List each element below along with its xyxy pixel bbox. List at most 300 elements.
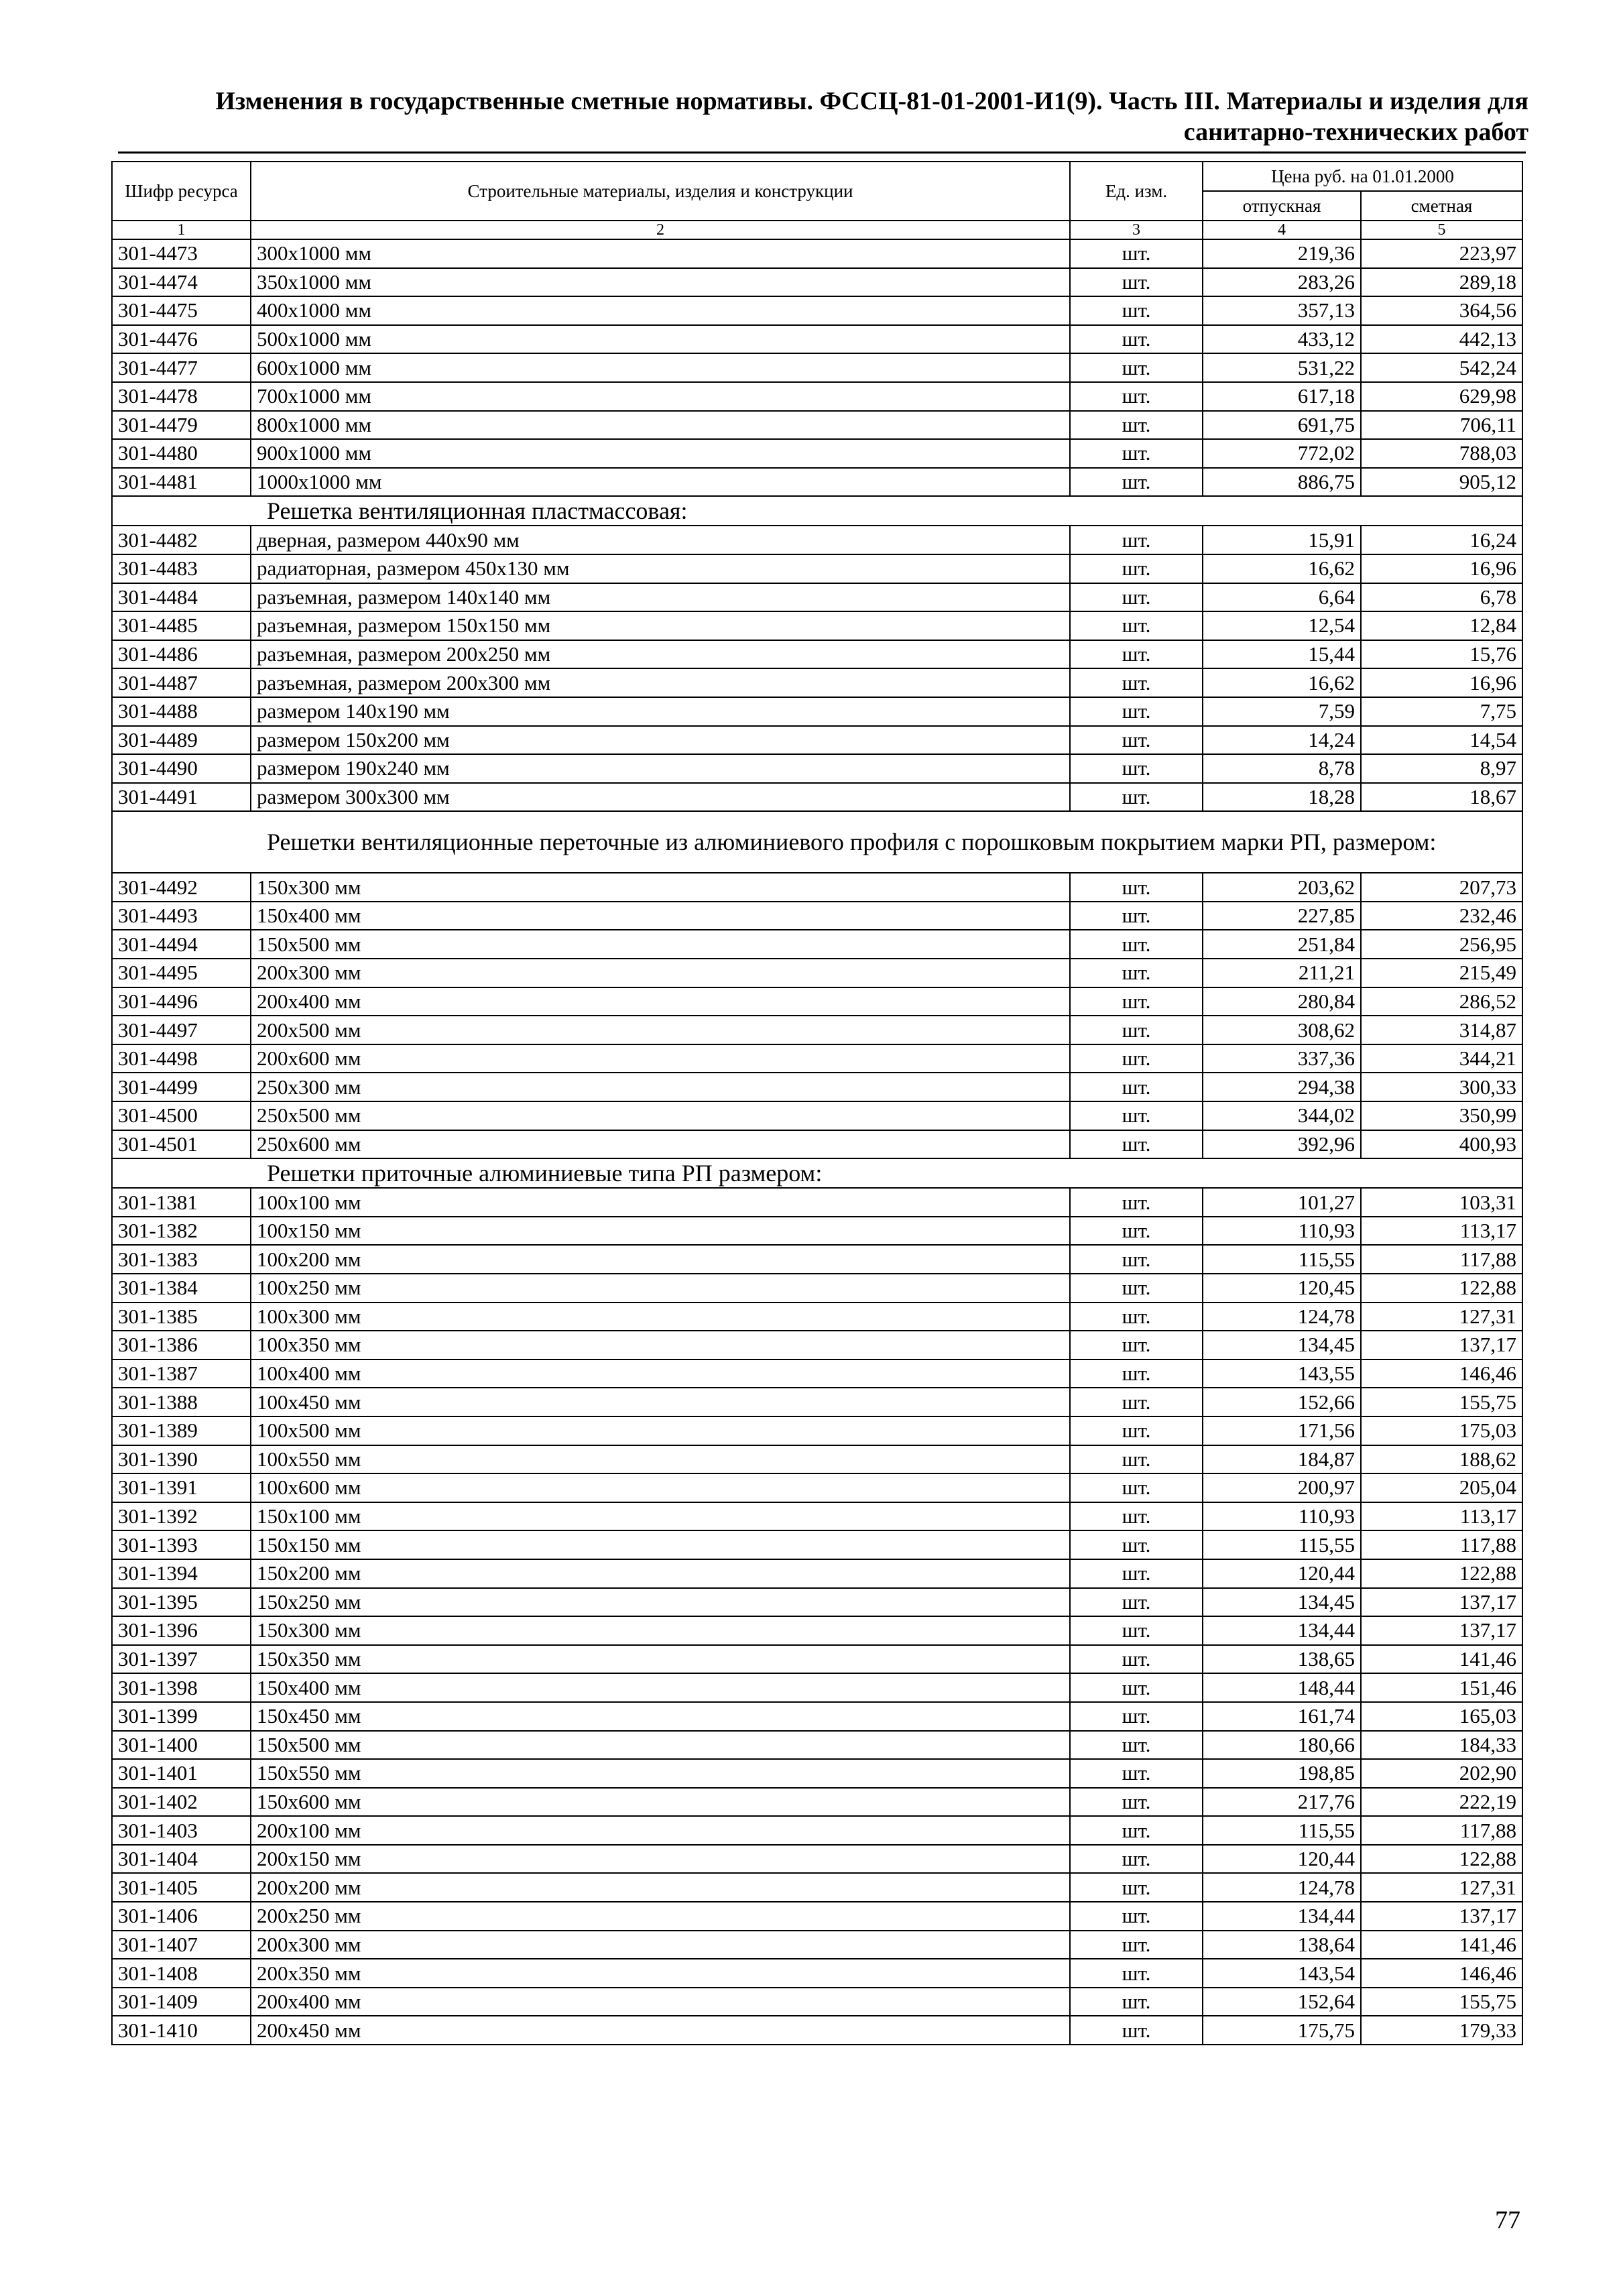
table-row (112, 1217, 1522, 1246)
release-price: 134,45 (1203, 1331, 1361, 1360)
release-price: 171,56 (1203, 1416, 1361, 1445)
item-name: радиаторная, размером 450x130 мм (251, 554, 1070, 583)
item-name: 250x500 мм (251, 1101, 1070, 1130)
table-row (112, 611, 1522, 640)
item-name: 200x350 мм (251, 1959, 1070, 1988)
resource-code: 301-1393 (112, 1530, 251, 1559)
table-row (112, 1445, 1522, 1474)
item-name: 600x1000 мм (251, 353, 1070, 382)
table-row (112, 1530, 1522, 1559)
item-unit: шт. (1070, 1816, 1203, 1845)
item-unit: шт. (1070, 1331, 1203, 1360)
estimate-price: 14,54 (1361, 726, 1522, 755)
estimate-price: 141,46 (1361, 1645, 1522, 1674)
item-name: 150x400 мм (251, 1673, 1070, 1702)
table-row (112, 1303, 1522, 1331)
item-unit: шт. (1070, 611, 1203, 640)
col-header-unit: Ед. изм. (1070, 162, 1203, 221)
release-price: 120,44 (1203, 1559, 1361, 1588)
release-price: 110,93 (1203, 1217, 1361, 1246)
item-unit: шт. (1070, 1902, 1203, 1931)
resource-code: 301-4475 (112, 296, 251, 325)
resource-code: 301-1394 (112, 1559, 251, 1588)
table-row (112, 1416, 1522, 1445)
table-row (112, 1931, 1522, 1959)
estimate-price: 146,46 (1361, 1959, 1522, 1988)
table-row (112, 1388, 1522, 1416)
item-unit: шт. (1070, 640, 1203, 669)
release-price: 152,66 (1203, 1388, 1361, 1416)
table-row (112, 411, 1522, 440)
item-unit: шт. (1070, 1360, 1203, 1388)
item-unit: шт. (1070, 468, 1203, 497)
table-row (112, 268, 1522, 297)
table-row (112, 754, 1522, 783)
resource-code: 301-1381 (112, 1188, 251, 1217)
table-row (112, 1331, 1522, 1360)
release-price: 217,76 (1203, 1788, 1361, 1817)
resource-code: 301-4478 (112, 382, 251, 411)
item-unit: шт. (1070, 902, 1203, 930)
estimate-price: 12,84 (1361, 611, 1522, 640)
release-price: 14,24 (1203, 726, 1361, 755)
table-row (112, 526, 1522, 554)
item-unit: шт. (1070, 353, 1203, 382)
item-unit: шт. (1070, 1988, 1203, 2016)
release-price: 138,65 (1203, 1645, 1361, 1674)
resource-code: 301-4480 (112, 439, 251, 468)
item-name: 100x250 мм (251, 1274, 1070, 1303)
release-price: 531,22 (1203, 353, 1361, 382)
resource-code: 301-1399 (112, 1702, 251, 1731)
table-row (112, 1044, 1522, 1073)
release-price: 148,44 (1203, 1673, 1361, 1702)
page-number: 77 (1495, 2206, 1520, 2234)
release-price: 152,64 (1203, 1988, 1361, 2016)
item-name: 200x400 мм (251, 987, 1070, 1016)
release-price: 143,55 (1203, 1360, 1361, 1388)
table-row (112, 1816, 1522, 1845)
item-name: размером 300x300 мм (251, 783, 1070, 812)
release-price: 8,78 (1203, 754, 1361, 783)
item-name: 150x300 мм (251, 1616, 1070, 1645)
release-price: 433,12 (1203, 325, 1361, 354)
table-row (112, 1101, 1522, 1130)
price-table (111, 161, 1523, 2045)
group-heading: Решетки приточные алюминиевые типа РП размером: (112, 1158, 1522, 1188)
estimate-price: 344,21 (1361, 1044, 1522, 1073)
resource-code: 301-4501 (112, 1130, 251, 1159)
table-row (112, 668, 1522, 697)
table-row (112, 640, 1522, 669)
item-unit: шт. (1070, 873, 1203, 902)
item-unit: шт. (1070, 1217, 1203, 1246)
header-line-2: санитарно-технических работ (1183, 118, 1528, 146)
table-row (112, 1845, 1522, 1874)
resource-code: 301-4487 (112, 668, 251, 697)
item-unit: шт. (1070, 1673, 1203, 1702)
resource-code: 301-1383 (112, 1245, 251, 1274)
item-unit: шт. (1070, 1931, 1203, 1959)
estimate-price: 16,96 (1361, 554, 1522, 583)
release-price: 294,38 (1203, 1073, 1361, 1101)
release-price: 7,59 (1203, 697, 1361, 726)
col-header-price: Цена руб. на 01.01.2000 (1203, 162, 1522, 191)
release-price: 280,84 (1203, 987, 1361, 1016)
resource-code: 301-1391 (112, 1473, 251, 1502)
table-row (112, 1731, 1522, 1760)
table-row (112, 382, 1522, 411)
item-unit: шт. (1070, 1245, 1203, 1274)
release-price: 134,44 (1203, 1616, 1361, 1645)
estimate-price: 400,93 (1361, 1130, 1522, 1159)
item-unit: шт. (1070, 268, 1203, 297)
item-name: 150x250 мм (251, 1588, 1070, 1617)
release-price: 12,54 (1203, 611, 1361, 640)
release-price: 200,97 (1203, 1473, 1361, 1502)
resource-code: 301-4494 (112, 930, 251, 959)
resource-code: 301-1410 (112, 2016, 251, 2045)
estimate-price: 706,11 (1361, 411, 1522, 440)
estimate-price: 364,56 (1361, 296, 1522, 325)
release-price: 691,75 (1203, 411, 1361, 440)
estimate-price: 15,76 (1361, 640, 1522, 669)
estimate-price: 137,17 (1361, 1331, 1522, 1360)
release-price: 219,36 (1203, 239, 1361, 268)
table-row (112, 1788, 1522, 1817)
item-name: дверная, размером 440x90 мм (251, 526, 1070, 554)
item-unit: шт. (1070, 783, 1203, 812)
item-name: 200x400 мм (251, 1988, 1070, 2016)
estimate-price: 122,88 (1361, 1845, 1522, 1874)
resource-code: 301-1388 (112, 1388, 251, 1416)
item-unit: шт. (1070, 1445, 1203, 1474)
resource-code: 301-4498 (112, 1044, 251, 1073)
col-number: 5 (1361, 221, 1522, 239)
resource-code: 301-1409 (112, 1988, 251, 2016)
release-price: 357,13 (1203, 296, 1361, 325)
item-unit: шт. (1070, 1473, 1203, 1502)
col-header-name: Строительные материалы, изделия и конструкции (251, 162, 1070, 221)
resource-code: 301-1389 (112, 1416, 251, 1445)
table-row (112, 959, 1522, 987)
release-price: 283,26 (1203, 268, 1361, 297)
item-name: разъемная, размером 200x250 мм (251, 640, 1070, 669)
item-name: размером 140x190 мм (251, 697, 1070, 726)
resource-code: 301-1398 (112, 1673, 251, 1702)
release-price: 886,75 (1203, 468, 1361, 497)
estimate-price: 300,33 (1361, 1073, 1522, 1101)
col-header-estimate-price: сметная (1361, 191, 1522, 221)
release-price: 251,84 (1203, 930, 1361, 959)
estimate-price: 103,31 (1361, 1188, 1522, 1217)
item-name: 100x450 мм (251, 1388, 1070, 1416)
release-price: 184,87 (1203, 1445, 1361, 1474)
item-name: размером 150x200 мм (251, 726, 1070, 755)
table-row (112, 1274, 1522, 1303)
item-name: 150x100 мм (251, 1502, 1070, 1531)
table-row (112, 1959, 1522, 1988)
item-unit: шт. (1070, 382, 1203, 411)
resource-code: 301-4488 (112, 697, 251, 726)
table-row (112, 1988, 1522, 2016)
item-name: 150x400 мм (251, 902, 1070, 930)
estimate-price: 122,88 (1361, 1274, 1522, 1303)
item-name: 300x1000 мм (251, 239, 1070, 268)
item-unit: шт. (1070, 411, 1203, 440)
item-unit: шт. (1070, 1502, 1203, 1531)
item-unit: шт. (1070, 554, 1203, 583)
item-unit: шт. (1070, 697, 1203, 726)
resource-code: 301-4483 (112, 554, 251, 583)
estimate-price: 232,46 (1361, 902, 1522, 930)
table-row (112, 2016, 1522, 2045)
table-row (112, 1673, 1522, 1702)
item-unit: шт. (1070, 959, 1203, 987)
table-row (112, 353, 1522, 382)
table-row (112, 439, 1522, 468)
release-price: 6,64 (1203, 583, 1361, 612)
item-name: 200x600 мм (251, 1044, 1070, 1073)
release-price: 15,91 (1203, 526, 1361, 554)
item-name: 250x300 мм (251, 1073, 1070, 1101)
item-unit: шт. (1070, 1073, 1203, 1101)
estimate-price: 117,88 (1361, 1816, 1522, 1845)
release-price: 175,75 (1203, 2016, 1361, 2045)
item-name: разъемная, размером 140x140 мм (251, 583, 1070, 612)
resource-code: 301-4476 (112, 325, 251, 354)
estimate-price: 788,03 (1361, 439, 1522, 468)
estimate-price: 16,96 (1361, 668, 1522, 697)
item-unit: шт. (1070, 1101, 1203, 1130)
resource-code: 301-1401 (112, 1759, 251, 1788)
estimate-price: 442,13 (1361, 325, 1522, 354)
item-unit: шт. (1070, 439, 1203, 468)
estimate-price: 146,46 (1361, 1360, 1522, 1388)
estimate-price: 137,17 (1361, 1902, 1522, 1931)
item-unit: шт. (1070, 1873, 1203, 1902)
item-name: 150x500 мм (251, 1731, 1070, 1760)
resource-code: 301-4473 (112, 239, 251, 268)
estimate-price: 289,18 (1361, 268, 1522, 297)
resource-code: 301-4479 (112, 411, 251, 440)
col-number: 3 (1070, 221, 1203, 239)
estimate-price: 16,24 (1361, 526, 1522, 554)
item-name: 150x450 мм (251, 1702, 1070, 1731)
item-unit: шт. (1070, 526, 1203, 554)
item-name: 100x100 мм (251, 1188, 1070, 1217)
resource-code: 301-4492 (112, 873, 251, 902)
item-name: 800x1000 мм (251, 411, 1070, 440)
item-name: 150x550 мм (251, 1759, 1070, 1788)
resource-code: 301-1395 (112, 1588, 251, 1617)
resource-code: 301-4500 (112, 1101, 251, 1130)
table-row (112, 1559, 1522, 1588)
item-name: 100x550 мм (251, 1445, 1070, 1474)
table-row (112, 987, 1522, 1016)
item-unit: шт. (1070, 1044, 1203, 1073)
release-price: 110,93 (1203, 1502, 1361, 1531)
item-unit: шт. (1070, 1788, 1203, 1817)
table-row (112, 1502, 1522, 1531)
estimate-price: 8,97 (1361, 754, 1522, 783)
table-row (112, 1616, 1522, 1645)
resource-code: 301-1397 (112, 1645, 251, 1674)
item-name: 200x200 мм (251, 1873, 1070, 1902)
item-name: разъемная, размером 150x150 мм (251, 611, 1070, 640)
group-heading: Решетки вентиляционные переточные из алюминиевого профиля с порошковым покрытием марки РП, размером: (112, 811, 1522, 873)
release-price: 115,55 (1203, 1816, 1361, 1845)
estimate-price: 179,33 (1361, 2016, 1522, 2045)
item-name: 200x300 мм (251, 1931, 1070, 1959)
resource-code: 301-1406 (112, 1902, 251, 1931)
estimate-price: 350,99 (1361, 1101, 1522, 1130)
estimate-price: 6,78 (1361, 583, 1522, 612)
item-unit: шт. (1070, 583, 1203, 612)
estimate-price: 175,03 (1361, 1416, 1522, 1445)
release-price: 115,55 (1203, 1245, 1361, 1274)
estimate-price: 223,97 (1361, 239, 1522, 268)
item-unit: шт. (1070, 1959, 1203, 1988)
release-price: 134,44 (1203, 1902, 1361, 1931)
table-row (112, 1188, 1522, 1217)
item-name: 100x400 мм (251, 1360, 1070, 1388)
resource-code: 301-1387 (112, 1360, 251, 1388)
header-line-1: Изменения в государственные сметные нормативы. ФССЦ-81-01-2001-И1(9). Часть III. Материалы и изделия для (215, 87, 1528, 115)
estimate-price: 184,33 (1361, 1731, 1522, 1760)
resource-code: 301-1407 (112, 1931, 251, 1959)
release-price: 134,45 (1203, 1588, 1361, 1617)
estimate-price: 113,17 (1361, 1502, 1522, 1531)
item-unit: шт. (1070, 1274, 1203, 1303)
release-price: 120,45 (1203, 1274, 1361, 1303)
resource-code: 301-1385 (112, 1303, 251, 1331)
table-row (112, 239, 1522, 268)
release-price: 124,78 (1203, 1873, 1361, 1902)
release-price: 115,55 (1203, 1530, 1361, 1559)
table-row (112, 930, 1522, 959)
item-name: 150x300 мм (251, 873, 1070, 902)
item-unit: шт. (1070, 239, 1203, 268)
item-name: 100x500 мм (251, 1416, 1070, 1445)
item-name: 200x250 мм (251, 1902, 1070, 1931)
estimate-price: 113,17 (1361, 1217, 1522, 1246)
item-name: разъемная, размером 200x300 мм (251, 668, 1070, 697)
group-heading-row (112, 811, 1522, 873)
estimate-price: 155,75 (1361, 1388, 1522, 1416)
item-unit: шт. (1070, 1731, 1203, 1760)
table-row (112, 1073, 1522, 1101)
table-row (112, 726, 1522, 755)
item-unit: шт. (1070, 1616, 1203, 1645)
release-price: 120,44 (1203, 1845, 1361, 1874)
estimate-price: 286,52 (1361, 987, 1522, 1016)
item-unit: шт. (1070, 1130, 1203, 1159)
resource-code: 301-4474 (112, 268, 251, 297)
table-row (112, 783, 1522, 812)
item-name: 400x1000 мм (251, 296, 1070, 325)
resource-code: 301-1403 (112, 1816, 251, 1845)
resource-code: 301-4496 (112, 987, 251, 1016)
estimate-price: 155,75 (1361, 1988, 1522, 2016)
document-header (168, 86, 1528, 147)
resource-code: 301-1386 (112, 1331, 251, 1360)
table-row (112, 1645, 1522, 1674)
item-name: 150x200 мм (251, 1559, 1070, 1588)
resource-code: 301-1408 (112, 1959, 251, 1988)
group-heading-row (112, 1158, 1522, 1188)
item-name: 100x350 мм (251, 1331, 1070, 1360)
item-name: 100x600 мм (251, 1473, 1070, 1502)
item-unit: шт. (1070, 668, 1203, 697)
release-price: 211,21 (1203, 959, 1361, 987)
item-name: 250x600 мм (251, 1130, 1070, 1159)
resource-code: 301-1396 (112, 1616, 251, 1645)
item-unit: шт. (1070, 1559, 1203, 1588)
table-row (112, 468, 1522, 497)
group-heading-row (112, 496, 1522, 526)
resource-code: 301-4499 (112, 1073, 251, 1101)
resource-code: 301-1402 (112, 1788, 251, 1817)
item-unit: шт. (1070, 1588, 1203, 1617)
estimate-price: 122,88 (1361, 1559, 1522, 1588)
estimate-price: 314,87 (1361, 1016, 1522, 1044)
item-unit: шт. (1070, 1388, 1203, 1416)
item-name: 150x150 мм (251, 1530, 1070, 1559)
resource-code: 301-4486 (112, 640, 251, 669)
resource-code: 301-4495 (112, 959, 251, 987)
table-row (112, 1759, 1522, 1788)
resource-code: 301-4497 (112, 1016, 251, 1044)
estimate-price: 188,62 (1361, 1445, 1522, 1474)
table-row (112, 325, 1522, 354)
table-row (112, 1473, 1522, 1502)
table-row (112, 554, 1522, 583)
item-unit: шт. (1070, 325, 1203, 354)
resource-code: 301-1404 (112, 1845, 251, 1874)
item-name: 200x150 мм (251, 1845, 1070, 1874)
release-price: 337,36 (1203, 1044, 1361, 1073)
table-row (112, 873, 1522, 902)
item-name: 200x500 мм (251, 1016, 1070, 1044)
col-header-release-price: отпускная (1203, 191, 1361, 221)
resource-code: 301-4491 (112, 783, 251, 812)
table-body (112, 239, 1522, 2045)
release-price: 16,62 (1203, 554, 1361, 583)
resource-code: 301-4477 (112, 353, 251, 382)
release-price: 180,66 (1203, 1731, 1361, 1760)
estimate-price: 542,24 (1361, 353, 1522, 382)
resource-code: 301-1382 (112, 1217, 251, 1246)
release-price: 198,85 (1203, 1759, 1361, 1788)
table-row (112, 583, 1522, 612)
item-name: 150x500 мм (251, 930, 1070, 959)
release-price: 16,62 (1203, 668, 1361, 697)
item-name: 350x1000 мм (251, 268, 1070, 297)
item-name: 100x300 мм (251, 1303, 1070, 1331)
release-price: 124,78 (1203, 1303, 1361, 1331)
table-row (112, 1873, 1522, 1902)
release-price: 344,02 (1203, 1101, 1361, 1130)
item-unit: шт. (1070, 1416, 1203, 1445)
item-name: размером 190x240 мм (251, 754, 1070, 783)
estimate-price: 18,67 (1361, 783, 1522, 812)
table-row (112, 1588, 1522, 1617)
release-price: 143,54 (1203, 1959, 1361, 1988)
item-unit: шт. (1070, 1759, 1203, 1788)
item-unit: шт. (1070, 1016, 1203, 1044)
item-unit: шт. (1070, 930, 1203, 959)
